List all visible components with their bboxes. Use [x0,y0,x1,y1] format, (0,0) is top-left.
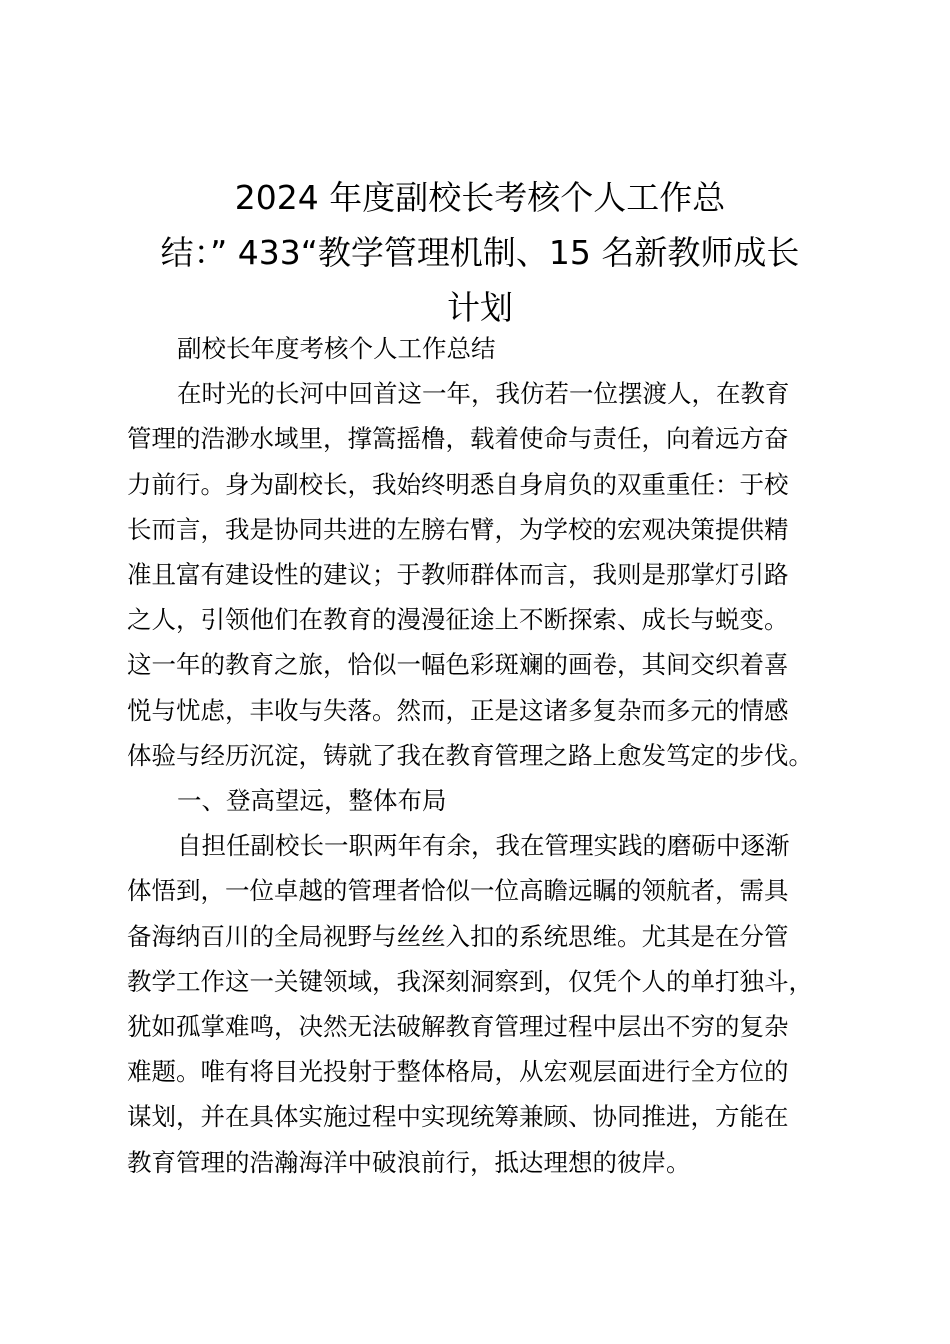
paragraph-line: 力前行。身为副校长，我始终明悉自身肩负的双重重任：于校 [127,469,789,499]
paragraph-line: 教学工作这一关键领域，我深刻洞察到，仅凭个人的单打独斗， [127,966,813,996]
document-body [127,326,832,1185]
paragraph-line: 管理的浩渺水域里，撑篙摇橹，载着使命与责任，向着远方奋 [127,424,789,454]
paragraph-line: 之人，引领他们在教育的漫漫征途上不断探索、成长与蜕变。 [127,605,789,635]
paragraph-line: 悦与忧虑，丰收与失落。然而，正是这诸多复杂而多元的情感 [127,695,789,725]
paragraph-line: 备海纳百川的全局视野与丝丝入扣的系统思维。尤其是在分管 [127,921,789,951]
document-title [120,170,840,335]
paragraph-line: 这一年的教育之旅，恰似一幅色彩斑斓的画卷，其间交织着喜 [127,650,789,680]
paragraph-line: 在时光的长河中回首这一年，我仿若一位摆渡人，在教育 [177,379,790,409]
paragraph-line: 犹如孤掌难鸣，决然无法破解教育管理过程中层出不穷的复杂 [127,1012,789,1042]
paragraph-line: 自担任副校长一职两年有余，我在管理实践的磨砺中逐渐 [177,831,790,861]
paragraph-line: 谋划，并在具体实施过程中实现统筹兼顾、协同推进，方能在 [127,1102,789,1132]
paragraph-2 [127,823,832,1185]
title-line: 计划 [447,288,513,327]
title-line: 2024 年度副校长考核个人工作总 [234,178,726,217]
title-line: 结：” 433“教学管理机制、15 名新教师成长 [160,233,800,272]
section-heading: 一、登高望远，整体布局 [177,786,447,816]
paragraph-line: 难题。唯有将目光投射于整体格局，从宏观层面进行全方位的 [127,1057,789,1087]
paragraph-1 [127,371,832,778]
subtitle: 副校长年度考核个人工作总结 [177,334,496,363]
paragraph-line: 教育管理的浩瀚海洋中破浪前行，抵达理想的彼岸。 [127,1147,691,1177]
paragraph-line: 准且富有建设性的建议；于教师群体而言，我则是那掌灯引路 [127,560,789,590]
paragraph-line: 体验与经历沉淀，铸就了我在教育管理之路上愈发笃定的步伐。 [127,740,813,770]
paragraph-line: 长而言，我是协同共进的左膀右臂，为学校的宏观决策提供精 [127,514,789,544]
paragraph-line: 体悟到，一位卓越的管理者恰似一位高瞻远瞩的领航者，需具 [127,876,789,906]
